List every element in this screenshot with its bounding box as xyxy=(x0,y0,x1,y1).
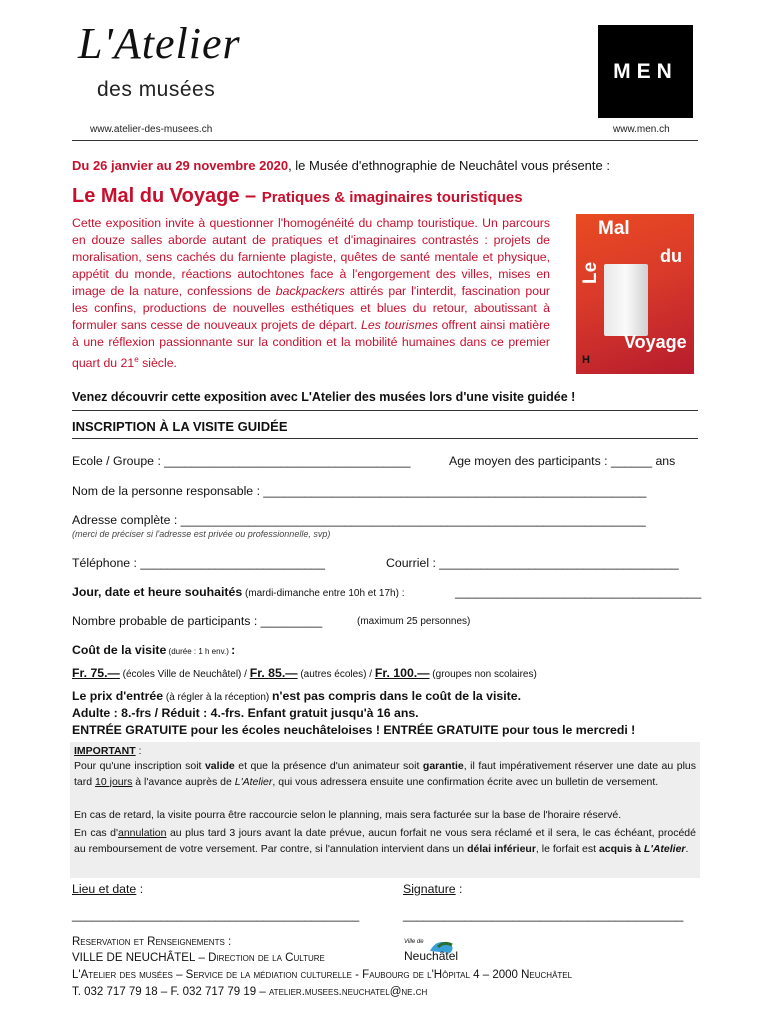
neuchatel-logo-small: Ville de xyxy=(404,939,424,945)
atelier-logo-title: L'Atelier xyxy=(78,19,241,68)
imp3a: En cas d' xyxy=(74,827,118,839)
lieu-date-label xyxy=(72,882,143,896)
imp1g: à l'avance auprès de xyxy=(132,775,235,788)
men-url[interactable]: www.men.ch xyxy=(613,124,670,135)
price-3: Fr. 100.— xyxy=(374,666,430,680)
desc-sup: e xyxy=(134,355,139,364)
cost-duration: (durée : 1 h env.) xyxy=(166,647,232,656)
entry-a: Le prix d'entrée xyxy=(72,689,164,703)
lieu-label: Lieu et date xyxy=(72,882,137,896)
visit-invitation: Venez découvrir cette exposition avec L'Atelier des musées lors d'une visite guidée ! xyxy=(72,390,576,404)
poster-word-voyage: Voyage xyxy=(624,332,687,352)
important-colon: : xyxy=(135,745,142,757)
cost-heading xyxy=(72,643,235,657)
atelier-url[interactable]: www.atelier-des-musees.ch xyxy=(90,124,213,135)
title-main: Le Mal du Voyage – xyxy=(72,185,262,207)
imp1b: valide xyxy=(204,760,235,772)
important-label: IMPORTANT xyxy=(74,745,136,757)
cost-label: Coût de la visite xyxy=(72,643,167,657)
imp1h: L'Atelier xyxy=(234,775,273,788)
entry-c: n'est pas compris dans le coût de la visite. xyxy=(272,689,521,703)
poster-word-du: du xyxy=(660,246,682,266)
title-sub: Pratiques & imaginaires touristiques xyxy=(261,189,523,206)
courriel-field[interactable]: Courriel : ___________________________________ xyxy=(386,556,679,570)
imp3e: , le forfait est xyxy=(535,842,599,855)
entry-price-line xyxy=(72,689,521,703)
poster-word-mal: Mal xyxy=(598,218,630,239)
exhibition-description xyxy=(72,215,550,372)
footer-city xyxy=(72,952,325,964)
poster-corner-mark: H xyxy=(582,354,590,366)
price-3-desc: (groupes non scolaires) xyxy=(429,669,537,680)
desc-italic1: backpackers xyxy=(275,284,345,298)
footer-city-name: VILLE DE NEUCHÂTEL xyxy=(72,952,196,964)
imp1e: , il faut impérativement réserver une date au plus tard xyxy=(74,760,696,788)
imp1d: garantie xyxy=(422,760,464,772)
atelier-logo-subtitle: des musées xyxy=(97,78,216,101)
price-1: Fr. 75.— xyxy=(72,666,120,680)
jour-blank[interactable]: ____________________________________ xyxy=(455,585,702,599)
intro-rest: , le Musée d'ethnographie de Neuchâtel vous présente : xyxy=(288,158,610,173)
imp3d: délai inférieur xyxy=(467,842,536,855)
exhibition-poster xyxy=(576,214,694,374)
imp1i: , qui vous adressera ensuite une confirmation écrite avec un bulletin de versement. xyxy=(272,775,659,788)
poster-bag-image xyxy=(604,264,648,336)
participants-field[interactable]: Nombre probable de participants : _________ xyxy=(72,614,323,628)
form-heading: INSCRIPTION À LA VISITE GUIDÉE xyxy=(72,419,288,434)
section-divider xyxy=(72,410,698,411)
imp3c: au plus tard 3 jours avant la date prévue, aucun forfait ne vous sera réclamé et il sera, le cas échéant, procédé au remboursement de votre versement. Par contre, si l'annulation intervient dans un xyxy=(74,827,696,855)
important-heading xyxy=(74,744,696,760)
cost-colon: : xyxy=(231,643,236,657)
exhibition-title xyxy=(72,185,523,208)
price-2: Fr. 85.— xyxy=(249,666,298,680)
price-line xyxy=(72,666,537,680)
signature-colon: : xyxy=(455,882,463,896)
footer-contact xyxy=(72,986,427,998)
free-entry-line: ENTRÉE GRATUITE pour les écoles neuchâteloises ! ENTRÉE GRATUITE pour tous le mercredi ! xyxy=(72,723,636,737)
desc-part2: attirés par l'interdit, fascination pour les confins, productions de nouvelles esthétiques et blues du retour, aboutissant à formuler sans cesse de nouveaux projets de départ. xyxy=(72,284,551,332)
imp3h: . xyxy=(685,842,689,855)
footer-address: L'Atelier des musées – Service de la médiation culturelle - Faubourg de l'Hôpital 4 – 2000 Neuchâtel xyxy=(72,969,573,981)
lieu-date-blank[interactable]: __________________________________________ xyxy=(72,908,360,922)
footer-reservation: Reservation et Renseignements : xyxy=(72,936,232,948)
adresse-note: (merci de préciser si l'adresse est privée ou professionnelle, svp) xyxy=(72,529,331,539)
imp3g: L'Atelier xyxy=(643,842,686,855)
imp3f: acquis à xyxy=(598,842,644,855)
imp1a: Pour qu'une inscription soit xyxy=(74,760,205,772)
desc-italic2: Les tourismes xyxy=(360,318,438,332)
intro-line xyxy=(72,158,610,173)
form-heading-underline xyxy=(72,438,698,439)
jour-field[interactable] xyxy=(72,585,404,599)
intro-dates: Du 26 janvier au 29 novembre 2020 xyxy=(72,158,289,173)
entry-b: (à régler à la réception) xyxy=(163,692,273,703)
participants-max-note: (maximum 25 personnes) xyxy=(357,616,471,627)
price-1-desc: (écoles Ville de Neuchâtel) / xyxy=(119,669,250,680)
footer-direction: – Direction de la Culture xyxy=(195,952,325,964)
signature-blank[interactable]: _________________________________________ xyxy=(403,908,684,922)
responsable-field[interactable]: Nom de la personne responsable : ________________________________________________________ xyxy=(72,484,647,498)
adresse-field[interactable]: Adresse complète : ____________________________________________________________________ xyxy=(72,513,646,527)
important-para-1 xyxy=(74,759,696,790)
jour-label: Jour, date et heure souhaités xyxy=(72,585,243,599)
signature-label xyxy=(403,882,462,896)
neuchatel-logo xyxy=(404,937,464,967)
age-field[interactable]: Age moyen des participants : ______ ans xyxy=(449,454,676,468)
ecole-field[interactable]: Ecole / Groupe : ____________________________________ xyxy=(72,454,411,468)
important-para-3 xyxy=(74,826,696,857)
poster-word-le: Le xyxy=(580,261,601,284)
important-para-2: En cas de retard, la visite pourra être raccourcie selon le planning, mais sera facturée sur la base de l'horaire réservé. xyxy=(74,809,622,821)
men-logo: MEN xyxy=(598,25,693,118)
price-2-desc: (autres écoles) / xyxy=(297,669,375,680)
important-box xyxy=(70,742,700,878)
desc-part4: siècle. xyxy=(138,356,177,371)
jour-hours: (mardi-dimanche entre 10h et 17h) : xyxy=(242,588,405,599)
imp1f: 10 jours xyxy=(95,775,133,788)
desc-part3: offrent ainsi matière à une réflexion passionnante sur la condition et la mobilité humaines dans ce premier quart du 21 xyxy=(72,318,551,371)
telephone-field[interactable]: Téléphone : ___________________________ xyxy=(72,556,326,570)
signature-text: Signature xyxy=(403,882,456,896)
imp1c: et que la présence d'un animateur soit xyxy=(234,760,423,772)
neuchatel-logo-name: Neuchâtel xyxy=(404,949,459,963)
adult-price-line: Adulte : 8.-frs / Réduit : 4.-frs. Enfant gratuit jusqu'à 16 ans. xyxy=(72,706,419,720)
imp3b: annulation xyxy=(118,827,167,839)
footer-phone: T. 032 717 79 18 – F. 032 717 79 19 – xyxy=(72,986,269,998)
header-divider xyxy=(72,140,698,141)
lieu-colon: : xyxy=(136,882,144,896)
footer-email[interactable]: atelier.musees.neuchatel@ne.ch xyxy=(268,986,428,998)
desc-part1: Cette exposition invite à questionner l'homogénéité du champ touristique. Un parcours en douze salles aborde autant de pratiques et d'imaginaires contrastés : projets de moralisation, sens cachés du farniente plagiste, quêtes de santé mentale et physique, appétit du monde, réactions autochtones face à l'engorgement des villes, mises en image de la nature, confessions de xyxy=(72,216,550,298)
